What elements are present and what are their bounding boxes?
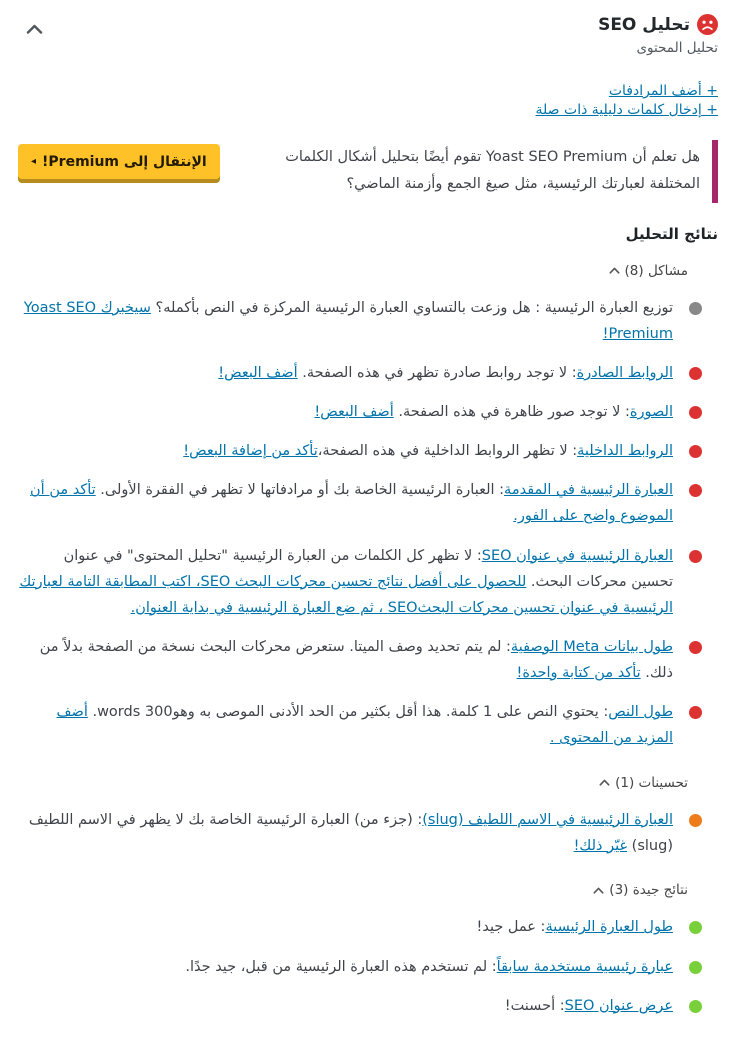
item-text: [18, 807, 673, 859]
item-text-segment: : لا توجد صور ظاهرة في هذه الصفحة.: [393, 404, 630, 421]
section-label: نتائج جيدة (3): [609, 882, 688, 899]
analysis-link[interactable]: أضف البعض!: [314, 404, 394, 421]
list-item: [18, 699, 702, 751]
analysis-link[interactable]: طول النص: [608, 704, 673, 721]
list-item: [18, 360, 702, 386]
status-bullet-green: [689, 961, 702, 974]
analysis-link[interactable]: طول بيانات Meta الوصفية: [510, 638, 673, 655]
premium-notice-text: هل تعلم أن Yoast SEO Premium تقوم أيضًا بتحليل أشكال الكلمات المختلفة لعبارتك الرئيسية، مثل صيغ الجمع وأزمنة الماضي؟: [285, 148, 700, 192]
good-results-list: [18, 914, 718, 1018]
keyword-links: [18, 82, 718, 120]
list-item: [18, 295, 702, 347]
problems-list: [18, 295, 718, 751]
item-text-segment: توزيع العبارة الرئيسية : هل وزعت بالتساوي العبارة الرئيسية المركزة في النص بأكمله؟: [150, 299, 673, 316]
analysis-link[interactable]: عبارة رئيسية مستخدمة سابقاً: [496, 958, 673, 975]
section-header-good-results: [18, 879, 718, 899]
list-item: [18, 993, 702, 1019]
sad-face-score-icon: [697, 14, 718, 35]
panel-header: [18, 14, 718, 35]
item-text: [18, 438, 673, 464]
analysis-link[interactable]: تأكد من أن الموضوع واضح على الفور.: [30, 482, 673, 525]
list-item: [18, 438, 702, 464]
analysis-results-heading: نتائج التحليل: [625, 225, 718, 244]
item-text-segment: : لا تظهر الروابط الداخلية في هذه الصفحة،: [317, 443, 578, 460]
item-text: [18, 634, 673, 686]
section-label: تحسينات (1): [615, 774, 688, 791]
section-toggle-good-results[interactable]: [593, 882, 688, 898]
item-text: [18, 993, 673, 1019]
status-bullet-red: [689, 406, 702, 419]
analysis-link[interactable]: للحصول على أفضل نتائج تحسين محركات البحث SEO، اكتب المطابقة التامة لعبارتك الرئيسية في عنوان تحسين محركات البحثSEO ، ثم ضع العبارة الرئيسية في بداية العنوان.: [19, 573, 673, 616]
item-text-segment: : لا تظهر كل الكلمات من العبارة الرئيسية "تحليل المحتوى" في عنوان تحسين محركات البحث.: [63, 547, 673, 590]
analysis-link[interactable]: تأكد من كتابة واحدة!: [516, 664, 641, 681]
status-bullet-green: [689, 921, 702, 934]
item-text: [18, 360, 673, 386]
list-item: [18, 914, 702, 940]
analysis-link[interactable]: طول العبارة الرئيسية: [545, 919, 673, 936]
item-text: [18, 914, 673, 940]
premium-notice-text-wrap: [244, 140, 718, 204]
arrow-left-icon: ◂: [31, 155, 37, 167]
go-premium-button[interactable]: [18, 144, 220, 183]
analysis-link[interactable]: عرض عنوان SEO: [564, 997, 673, 1014]
chevron-up-icon: [609, 267, 620, 274]
analysis-link[interactable]: غيّر ذلك!: [573, 837, 628, 854]
chevron-up-icon: [593, 887, 604, 894]
improvements-list: [18, 807, 718, 859]
status-bullet-orange: [689, 814, 702, 827]
item-text-segment: : لا توجد روابط صادرة تظهر في هذه الصفحة.: [297, 365, 577, 382]
analysis-link[interactable]: الصورة: [629, 404, 673, 421]
item-text: [18, 295, 673, 347]
analysis-link[interactable]: العبارة الرئيسية في الاسم اللطيف (slug): [422, 811, 673, 828]
status-bullet-green: [689, 1000, 702, 1013]
page-title: تحليل SEO: [598, 14, 690, 35]
item-text-segment: : يحتوي النص على 1 كلمة. هذا أقل بكثير من الحد الأدنى الموصى به وهو300 words.: [87, 704, 609, 721]
section-label: مشاكل (8): [624, 262, 688, 279]
section-header-improvements: [18, 771, 718, 791]
status-bullet-red: [689, 550, 702, 563]
analysis-link[interactable]: أضف البعض!: [218, 365, 298, 382]
item-text-segment: : أحسنت!: [504, 997, 565, 1014]
add-synonyms-link[interactable]: + أضف المرادفات: [608, 83, 718, 99]
item-text: [18, 954, 673, 980]
analysis-link[interactable]: تأكد من إضافة البعض!: [183, 443, 318, 460]
item-text: [18, 699, 673, 751]
status-bullet-red: [689, 445, 702, 458]
add-related-keyphrase-link[interactable]: + إدخال كلمات دليلية ذات صلة: [535, 101, 718, 118]
focus-keyphrase-label: تحليل المحتوى: [636, 40, 718, 56]
item-text-segment: : لم يتم تحديد وصف الميتا. ستعرض محركات البحث نسخة من الصفحة بدلاً من ذلك.: [39, 638, 673, 681]
chevron-up-icon: [26, 22, 43, 37]
list-item: [18, 399, 702, 425]
section-header-problems: [18, 259, 718, 279]
item-text-segment: : عمل جيد!: [476, 919, 546, 936]
list-item: [18, 634, 702, 686]
section-improvements: [18, 771, 718, 859]
section-toggle-improvements[interactable]: [599, 775, 688, 791]
item-text: [18, 543, 673, 621]
analysis-link[interactable]: أضف المزيد من المحتوى .: [56, 704, 673, 747]
section-good-results: [18, 879, 718, 1019]
metabox-collapse-button[interactable]: [26, 22, 43, 37]
analysis-link[interactable]: العبارة الرئيسية في عنوان SEO: [481, 547, 673, 564]
list-item: [18, 807, 702, 859]
premium-notice: [18, 140, 718, 204]
item-text-segment: : (جزء من) العبارة الرئيسية الخاصة بك لا يظهر في الاسم اللطيف (slug): [28, 811, 673, 854]
analysis-link[interactable]: الروابط الصادرة: [576, 365, 673, 382]
chevron-up-icon: [599, 779, 610, 786]
status-bullet-red: [689, 367, 702, 380]
analysis-link[interactable]: العبارة الرئيسية في المقدمة: [504, 482, 673, 499]
section-problems: [18, 259, 718, 751]
list-item: [18, 477, 702, 529]
item-text-segment: : لم تستخدم هذه العبارة الرئيسية من قبل، جيد جدًا.: [185, 958, 497, 975]
status-bullet-red: [689, 484, 702, 497]
status-bullet-gray: [689, 302, 702, 315]
item-text: [18, 399, 673, 425]
section-toggle-problems[interactable]: [609, 263, 688, 279]
item-text-segment: : العبارة الرئيسية الخاصة بك أو مرادفاتها لا تظهر في الفقرة الأولى.: [95, 482, 505, 499]
list-item: [18, 543, 702, 621]
status-bullet-red: [689, 706, 702, 719]
analysis-link[interactable]: الروابط الداخلية: [577, 443, 673, 460]
analysis-link[interactable]: سيخبرك Yoast SEO Premium!: [23, 299, 673, 342]
item-text: [18, 477, 673, 529]
list-item: [18, 954, 702, 980]
status-bullet-red: [689, 641, 702, 654]
go-premium-button-label: الإنتقال إلى Premium!: [42, 153, 207, 170]
